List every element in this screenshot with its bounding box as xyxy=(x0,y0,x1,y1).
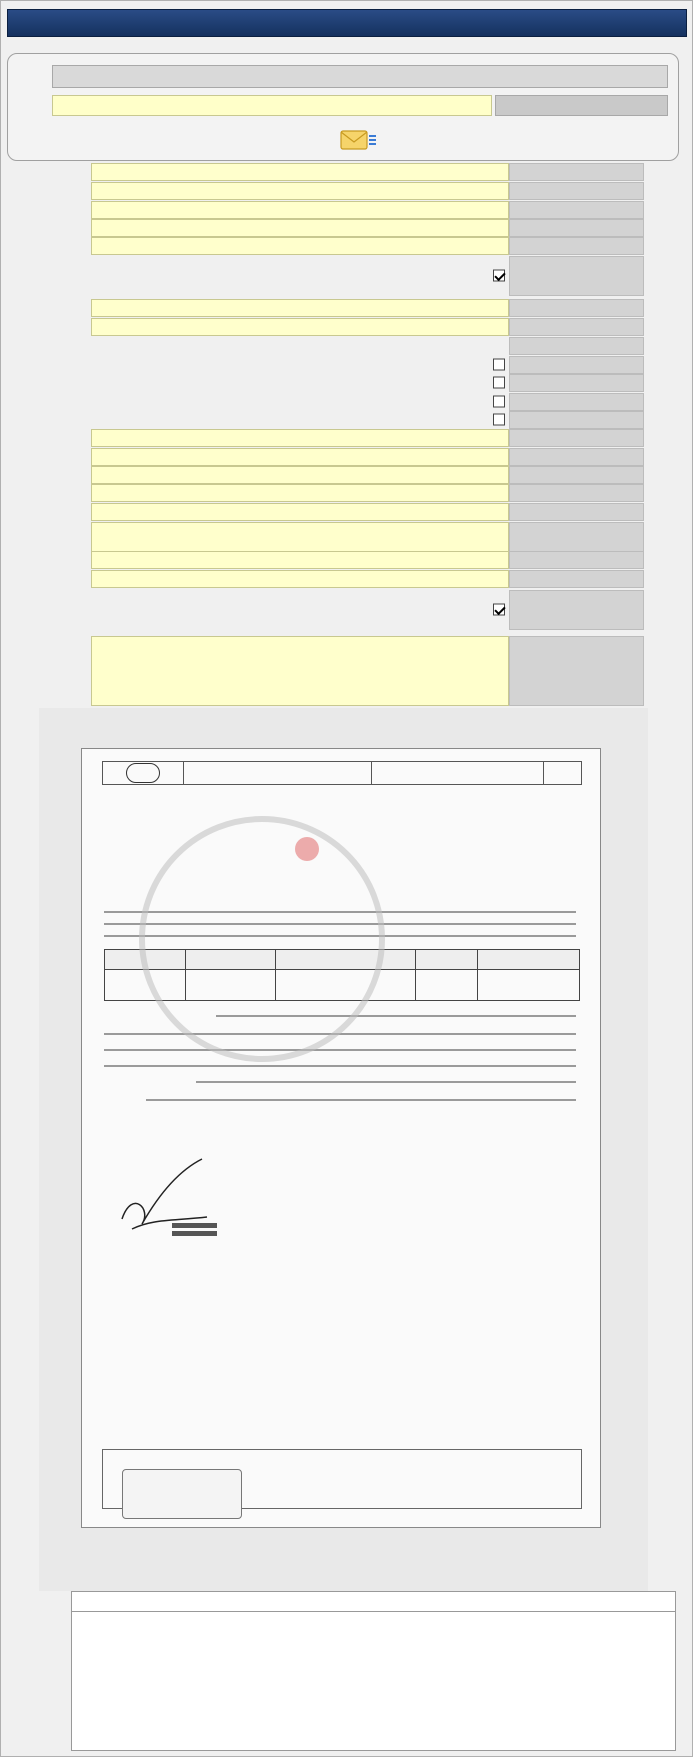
files-header xyxy=(72,1592,675,1612)
row-opening xyxy=(91,429,644,447)
estimate-value xyxy=(91,337,509,355)
submit-label xyxy=(509,448,644,466)
location-value xyxy=(91,503,509,521)
holding-label xyxy=(509,299,644,317)
row-international xyxy=(91,356,644,374)
row-estimate xyxy=(91,337,644,355)
currency-label xyxy=(509,318,644,336)
cancelled-checkbox[interactable] xyxy=(493,395,505,407)
activity-checkbox[interactable] xyxy=(493,269,505,281)
contact-value xyxy=(52,95,492,116)
document-table xyxy=(104,949,580,1001)
row-update xyxy=(91,182,644,200)
org-label xyxy=(509,551,644,569)
row-currency xyxy=(91,318,644,336)
renewed-value xyxy=(91,411,509,429)
mail-icon[interactable] xyxy=(338,125,378,155)
category-value-wrap xyxy=(91,590,509,630)
extension-value xyxy=(91,374,509,392)
row-extension xyxy=(91,374,644,392)
cancelled-label xyxy=(509,393,644,411)
document-header xyxy=(102,761,582,785)
category-checkbox[interactable] xyxy=(493,603,505,615)
submit-value xyxy=(91,448,509,466)
code-label xyxy=(509,163,644,181)
holding-value xyxy=(91,299,509,317)
contact-label xyxy=(495,95,668,116)
row-renewed xyxy=(91,411,644,429)
document-stamp xyxy=(122,1469,242,1519)
location-label xyxy=(509,503,644,521)
contact-header xyxy=(52,65,668,88)
cancelled-value xyxy=(91,393,509,411)
activity-value-wrap xyxy=(91,256,509,296)
org-value xyxy=(91,551,509,569)
document-page xyxy=(81,748,601,1528)
contact-panel xyxy=(7,53,679,161)
renewed-checkbox[interactable] xyxy=(493,413,505,425)
row-calltype xyxy=(91,237,644,255)
description-value xyxy=(91,636,509,706)
opening-label xyxy=(509,429,644,447)
activity-label xyxy=(509,256,644,296)
row-description xyxy=(91,636,644,706)
files-table xyxy=(71,1591,676,1751)
international-label xyxy=(509,356,644,374)
place-label xyxy=(509,570,644,588)
international-value xyxy=(91,356,509,374)
calltype-label xyxy=(509,237,644,255)
pubtype-value xyxy=(91,219,509,237)
code-value xyxy=(91,163,509,181)
row-submit xyxy=(91,448,644,466)
row-docs xyxy=(91,466,644,484)
scanned-document xyxy=(39,708,648,1591)
row-validity xyxy=(91,484,644,502)
update-label xyxy=(509,182,644,200)
visits-label xyxy=(509,201,644,219)
international-checkbox[interactable] xyxy=(493,358,505,370)
row-pubtype xyxy=(91,219,644,237)
row-category xyxy=(91,590,644,630)
row-cancelled xyxy=(91,393,644,411)
description-label xyxy=(509,636,644,706)
calltype-value xyxy=(91,237,509,255)
extension-checkbox[interactable] xyxy=(493,376,505,388)
row-location xyxy=(91,503,644,521)
currency-value xyxy=(91,318,509,336)
page-number xyxy=(126,763,160,783)
watermark-logo xyxy=(112,789,412,1089)
row-visits xyxy=(91,201,644,219)
opening-value xyxy=(91,429,509,447)
row-place xyxy=(91,570,644,588)
extension-label xyxy=(509,374,644,392)
docs-value xyxy=(91,466,509,484)
renewed-label xyxy=(509,411,644,429)
place-value xyxy=(91,570,509,588)
visits-value xyxy=(91,201,509,219)
estimate-label xyxy=(509,337,644,355)
validity-label xyxy=(509,484,644,502)
row-org xyxy=(91,551,644,569)
row-code xyxy=(91,163,644,181)
category-label xyxy=(509,590,644,630)
validity-value xyxy=(91,484,509,502)
row-activity xyxy=(91,256,644,296)
row-holding xyxy=(91,299,644,317)
signature-image xyxy=(112,1149,222,1239)
pubtype-label xyxy=(509,219,644,237)
docs-label xyxy=(509,466,644,484)
window-title-bar xyxy=(7,9,687,37)
update-value xyxy=(91,182,509,200)
